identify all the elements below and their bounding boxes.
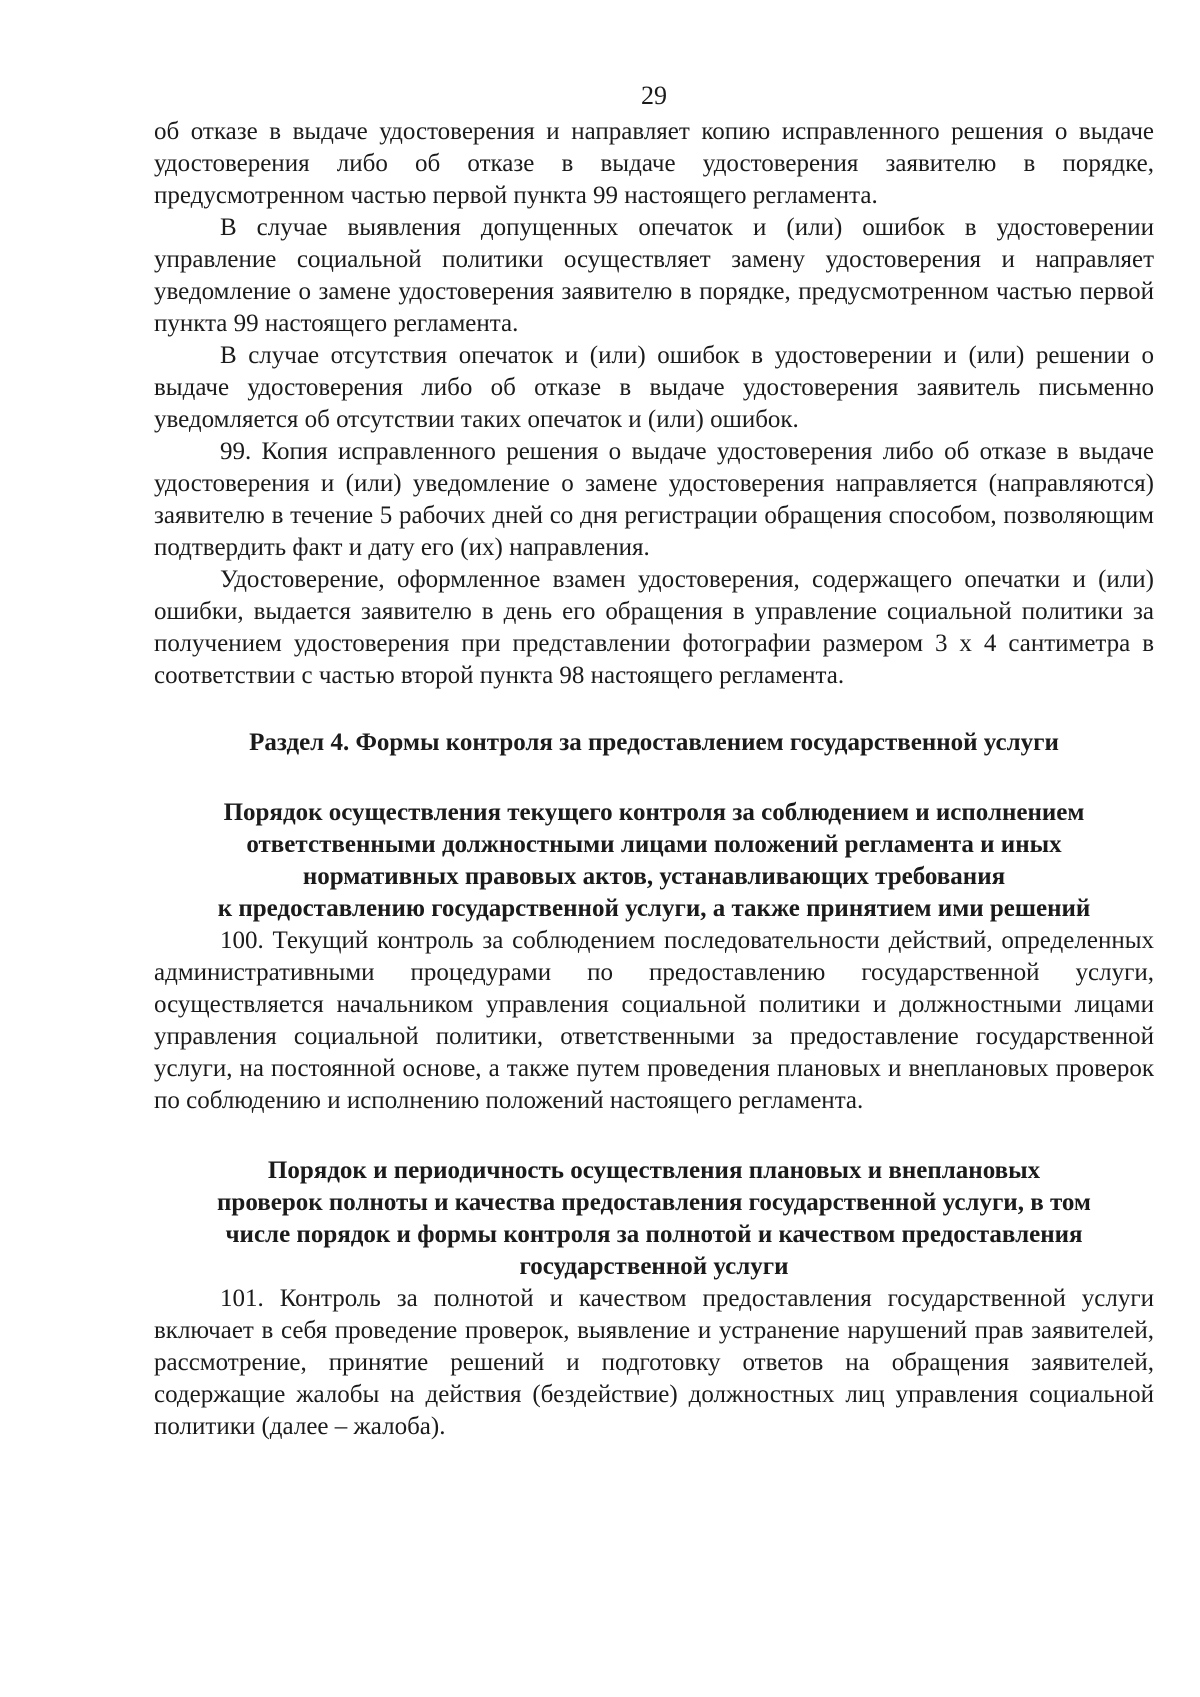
paragraph-replacement-certificate: Удостоверение, оформленное взамен удостоверения, содержащего опечатки и (или) ошибки, выдается заявителю в день его обращения в управление социальной политики за получением удостоверения при представлении фотографии размером 3 х 4 сантиметра в соответствии с частью второй пункта 98 настоящего регламента. [154,566,1154,689]
document-page [154,78,1154,1443]
subsection-title-line: проверок полноты и качества предоставления государственной услуги, в том [217,1189,1091,1216]
page-number: 29 [641,81,667,110]
paragraph-100: 100. Текущий контроль за соблюдением последовательности действий, определенных административными процедурами по предоставлению государственной услуги, осуществляется начальником управления социальной политики и должностными лицами управления социальной политики, ответственными за предоставление государственной услуги, на постоянной основе, а также путем проведения плановых и внеплановых проверок по соблюдению и исполнению положений настоящего регламента. [154,927,1154,1114]
paragraph-typo-correction: В случае выявления допущенных опечаток и (или) ошибок в удостоверении управление социальной политики осуществляет замену удостоверения и направляет уведомление о замене удостоверения заявителю в порядке, предусмотренном частью первой пункта 99 настоящего регламента. [154,214,1154,337]
paragraph-99: 99. Копия исправленного решения о выдаче удостоверения либо об отказе в выдаче удостоверения и (или) уведомление о замене удостоверения направляется (направляются) заявителю в течение 5 рабочих дней со дня регистрации обращения способом, позволяющим подтвердить факт и дату его (их) направления. [154,438,1154,561]
paragraph-continuation: об отказе в выдаче удостоверения и направляет копию исправленного решения о выдаче удостоверения либо об отказе в выдаче удостоверения заявителю в порядке, предусмотренном частью первой пункта 99 настоящего регламента. [154,118,1154,209]
subsection-title-inspections [154,1155,1154,1283]
subsection-title-line: Порядок осуществления текущего контроля за соблюдением и исполнением [223,799,1085,826]
subsection-title-line: числе порядок и формы контроля за полнотой и качеством предоставления [225,1221,1083,1248]
paragraph-101: 101. Контроль за полнотой и качеством предоставления государственной услуги включает в себя проведение проверок, выявление и устранение нарушений прав заявителей, рассмотрение, принятие решений и подготовку ответов на обращения заявителей, содержащие жалобы на действия (бездействие) должностных лиц управления социальной политики (далее – жалоба). [154,1285,1154,1440]
paragraph-no-typo: В случае отсутствия опечаток и (или) ошибок в удостоверении и (или) решении о выдаче удостоверения либо об отказе в выдаче удостоверения заявитель письменно уведомляется об отсутствии таких опечаток и (или) ошибок. [154,342,1154,433]
subsection-title-current-control [154,797,1154,925]
subsection-title-line: ответственными должностными лицами положений регламента и иных [246,831,1062,858]
subsection-title-line: государственной услуги [519,1253,789,1280]
subsection-title-line: к предоставлению государственной услуги, а также принятием ими решений [217,895,1091,922]
subsection-title-line: нормативных правовых актов, устанавливающих требования [302,863,1006,890]
section-title: Раздел 4. Формы контроля за предоставлением государственной услуги [249,729,1059,756]
subsection-title-line: Порядок и периодичность осуществления плановых и внеплановых [267,1157,1041,1184]
